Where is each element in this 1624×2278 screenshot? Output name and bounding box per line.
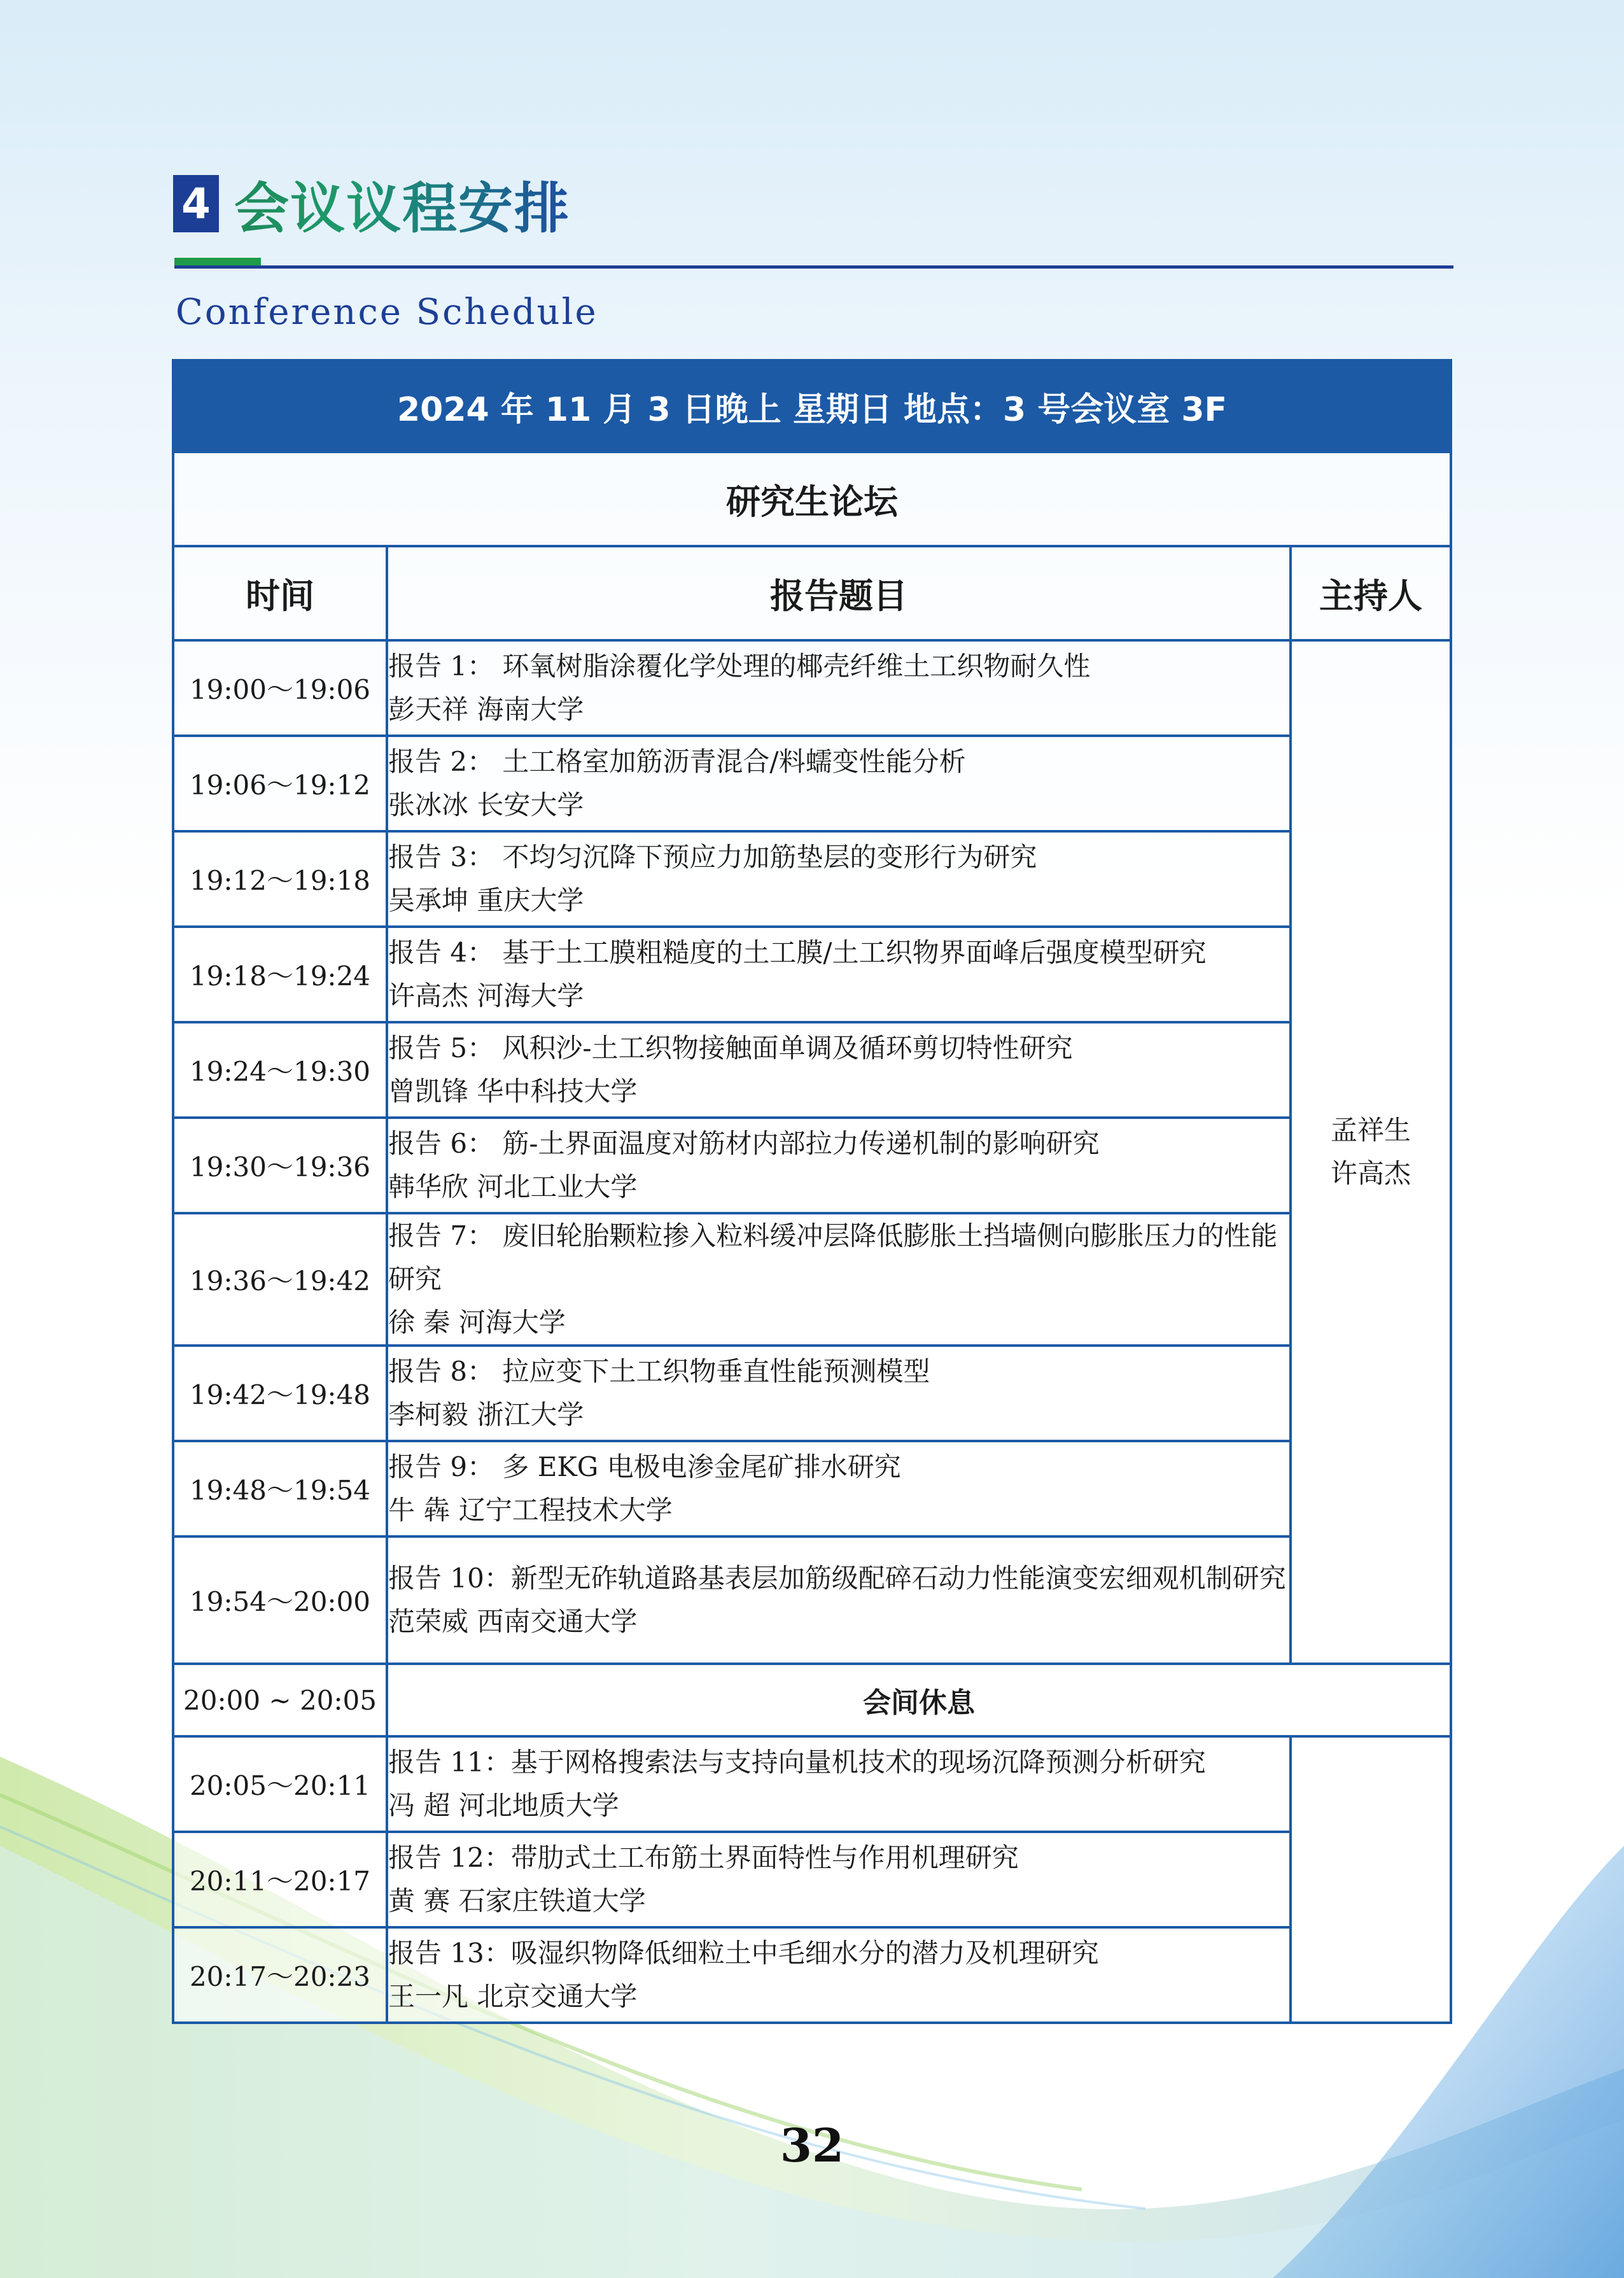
date-location-banner [173, 360, 1451, 452]
talk-row [173, 1022, 1451, 1118]
break-row [173, 1664, 1451, 1736]
talk-info [387, 831, 1291, 927]
talk-time: 19:06～19:12 [173, 736, 387, 831]
header-time: 时间 [173, 546, 387, 640]
talk-info [387, 1022, 1291, 1118]
talk-speaker: 冯 超 河北地质大学 [388, 1790, 619, 1821]
talk-time: 19:00～19:06 [173, 640, 387, 736]
forum-row [173, 452, 1451, 546]
talk-row [173, 927, 1451, 1022]
talk-info [387, 1118, 1291, 1213]
talk-title: 报告 9： 多 EKG 电极电渗金尾矿排水研究 [388, 1451, 901, 1482]
talk-time: 19:48～19:54 [173, 1441, 387, 1536]
table-header-row [173, 546, 1451, 640]
talk-speaker: 彭天祥 海南大学 [388, 694, 584, 725]
talk-time: 19:24～19:30 [173, 1022, 387, 1118]
talk-speaker: 李柯毅 浙江大学 [388, 1399, 584, 1430]
talk-speaker: 牛 犇 辽宁工程技术大学 [388, 1494, 673, 1526]
schedule-table [172, 359, 1452, 2024]
talk-info [387, 736, 1291, 831]
talk-row [173, 1736, 1451, 1832]
talk-time: 19:12～19:18 [173, 831, 387, 927]
talk-speaker: 许高杰 河海大学 [388, 980, 584, 1011]
talk-speaker: 张冰冰 长安大学 [388, 789, 584, 820]
talk-row [173, 831, 1451, 927]
talk-time: 19:30～19:36 [173, 1118, 387, 1213]
section-divider [174, 265, 1453, 269]
talk-title: 报告 8： 拉应变下土工织物垂直性能预测模型 [388, 1356, 930, 1387]
talk-title: 报告 12：带肋式土工布筋土界面特性与作用机理研究 [388, 1842, 1019, 1873]
talk-title: 报告 10：新型无砟轨道路基表层加筋级配碎石动力性能演变宏细观机制研究 [388, 1563, 1286, 1594]
section-title: 会议议程安排 [234, 164, 570, 243]
talk-row [173, 1213, 1451, 1346]
host-name: 孟祥生 [1330, 1114, 1411, 1146]
page-number: 32 [780, 2118, 844, 2172]
talk-title: 报告 3： 不均匀沉降下预应力加筋垫层的变形行为研究 [388, 841, 1037, 873]
break-time: 20:00 ~ 20:05 [173, 1664, 387, 1736]
header-topic: 报告题目 [387, 546, 1291, 640]
banner-text: 2024 年 11 月 3 日晚上 星期日 地点：3 号会议室 3F [173, 360, 1451, 452]
talk-speaker: 范荣威 西南交通大学 [388, 1606, 638, 1637]
talk-title: 报告 13：吸湿织物降低细粒土中毛细水分的潜力及机理研究 [388, 1937, 1099, 1969]
talk-info [387, 927, 1291, 1022]
talk-row [173, 1346, 1451, 1441]
talk-row [173, 640, 1451, 736]
talk-title: 报告 7： 废旧轮胎颗粒掺入粒料缓冲层降低膨胀土挡墙侧向膨胀压力的性能研究 [388, 1220, 1278, 1295]
talk-info [387, 1213, 1291, 1346]
talk-row [173, 1441, 1451, 1536]
talk-speaker: 王一凡 北京交通大学 [388, 1981, 638, 2012]
forum-title: 研究生论坛 [173, 452, 1451, 546]
talk-time: 19:36～19:42 [173, 1213, 387, 1346]
host-cell-block2 [1291, 1736, 1451, 2023]
section-subtitle: Conference Schedule [176, 292, 598, 333]
talk-title: 报告 1： 环氧树脂涂覆化学处理的椰壳纤维土工织物耐久性 [388, 650, 1091, 682]
talk-time: 19:54～20:00 [173, 1536, 387, 1664]
talk-speaker: 黄 赛 石家庄铁道大学 [388, 1885, 646, 1916]
talk-speaker: 徐 秦 河海大学 [388, 1307, 566, 1338]
talk-info [387, 640, 1291, 736]
break-label: 会间休息 [387, 1664, 1451, 1736]
host-cell-block1 [1291, 640, 1451, 1664]
talk-row [173, 736, 1451, 831]
talk-title: 报告 5： 风积沙-土工织物接触面单调及循环剪切特性研究 [388, 1032, 1073, 1064]
talk-info [387, 1441, 1291, 1536]
talk-title: 报告 11：基于网格搜索法与支持向量机技术的现场沉降预测分析研究 [388, 1747, 1206, 1778]
talk-time: 19:42～19:48 [173, 1346, 387, 1441]
talk-time: 20:17～20:23 [173, 1927, 387, 2023]
section-heading [173, 172, 570, 241]
talk-time: 19:18～19:24 [173, 927, 387, 1022]
talk-time: 20:11～20:17 [173, 1832, 387, 1927]
talk-info [387, 1536, 1291, 1664]
talk-speaker: 韩华欣 河北工业大学 [388, 1171, 638, 1202]
talk-info [387, 1927, 1291, 2023]
talk-info [387, 1832, 1291, 1927]
talk-speaker: 曾凯锋 华中科技大学 [388, 1076, 638, 1107]
talk-title: 报告 6： 筋-土界面温度对筋材内部拉力传递机制的影响研究 [388, 1128, 1100, 1159]
talk-row [173, 1536, 1451, 1664]
talk-title: 报告 4： 基于土工膜粗糙度的土工膜/土工织物界面峰后强度模型研究 [388, 937, 1207, 968]
host-name: 许高杰 [1330, 1158, 1411, 1189]
talk-info [387, 1736, 1291, 1832]
talk-row [173, 1927, 1451, 2023]
talk-speaker: 吴承坤 重庆大学 [388, 885, 584, 916]
section-number-badge: 4 [173, 175, 219, 232]
talk-row [173, 1118, 1451, 1213]
talk-time: 20:05～20:11 [173, 1736, 387, 1832]
header-host: 主持人 [1291, 546, 1451, 640]
talk-info [387, 1346, 1291, 1441]
talk-row [173, 1832, 1451, 1927]
talk-title: 报告 2： 土工格室加筋沥青混合/料蠕变性能分析 [388, 746, 966, 777]
